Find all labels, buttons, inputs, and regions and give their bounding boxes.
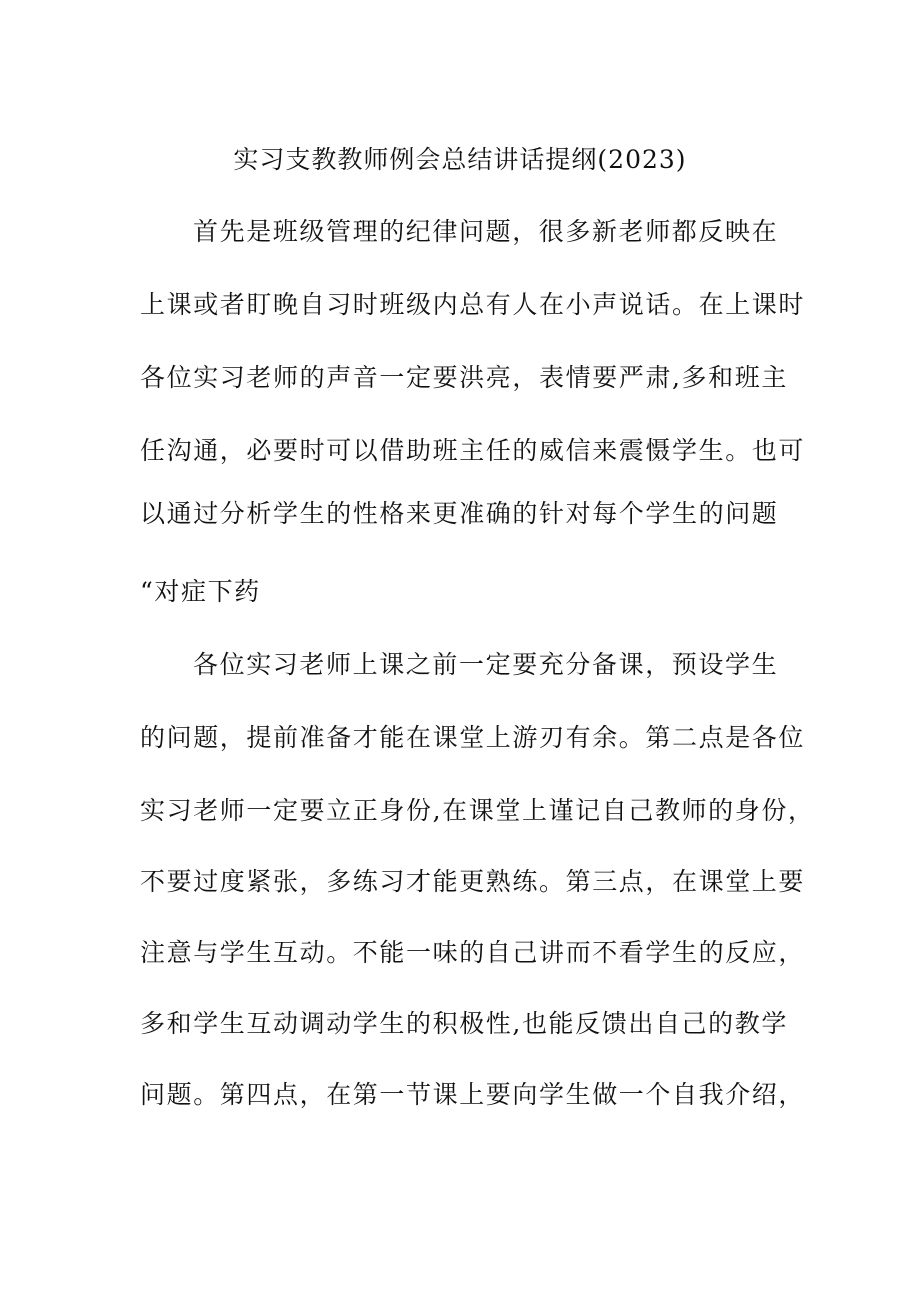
paragraph-line: 问题。第四点，在第一节课上要向学生做一个自我介绍， <box>140 1080 806 1109</box>
paragraph-line: 首先是班级管理的纪律问题，很多新老师都反映在 <box>193 217 779 246</box>
paragraph-line: “对症下药 <box>140 577 261 606</box>
paragraph-line: 各位实习老师的声音一定要洪亮，表情要严肃,多和班主 <box>140 363 788 392</box>
paragraph-line: 以通过分析学生的性格来更准确的针对每个学生的问题 <box>140 499 779 528</box>
paragraph-line: 各位实习老师上课之前一定要充分备课，预设学生 <box>193 650 779 679</box>
paragraph-line: 不要过度紧张，多练习才能更熟练。第三点，在课堂上要 <box>140 867 806 896</box>
paragraph-line: 任沟通，必要时可以借助班主任的威信来震慑学生。也可 <box>140 436 806 465</box>
paragraph-line: 注意与学生互动。不能一味的自己讲而不看学生的反应， <box>140 938 806 967</box>
paragraph-line: 多和学生互动调动学生的积极性,也能反馈出自己的教学 <box>140 1009 788 1038</box>
document-title: 实习支教教师例会总结讲话提纲(2023) <box>233 145 687 174</box>
paragraph-line: 实习老师一定要立正身份,在课堂上谨记自己教师的身份， <box>140 796 815 825</box>
paragraph-line: 的问题，提前准备才能在课堂上游刃有余。第二点是各位 <box>140 723 806 752</box>
paragraph-line: 上课或者盯晚自习时班级内总有人在小声说话。在上课时 <box>140 290 806 319</box>
